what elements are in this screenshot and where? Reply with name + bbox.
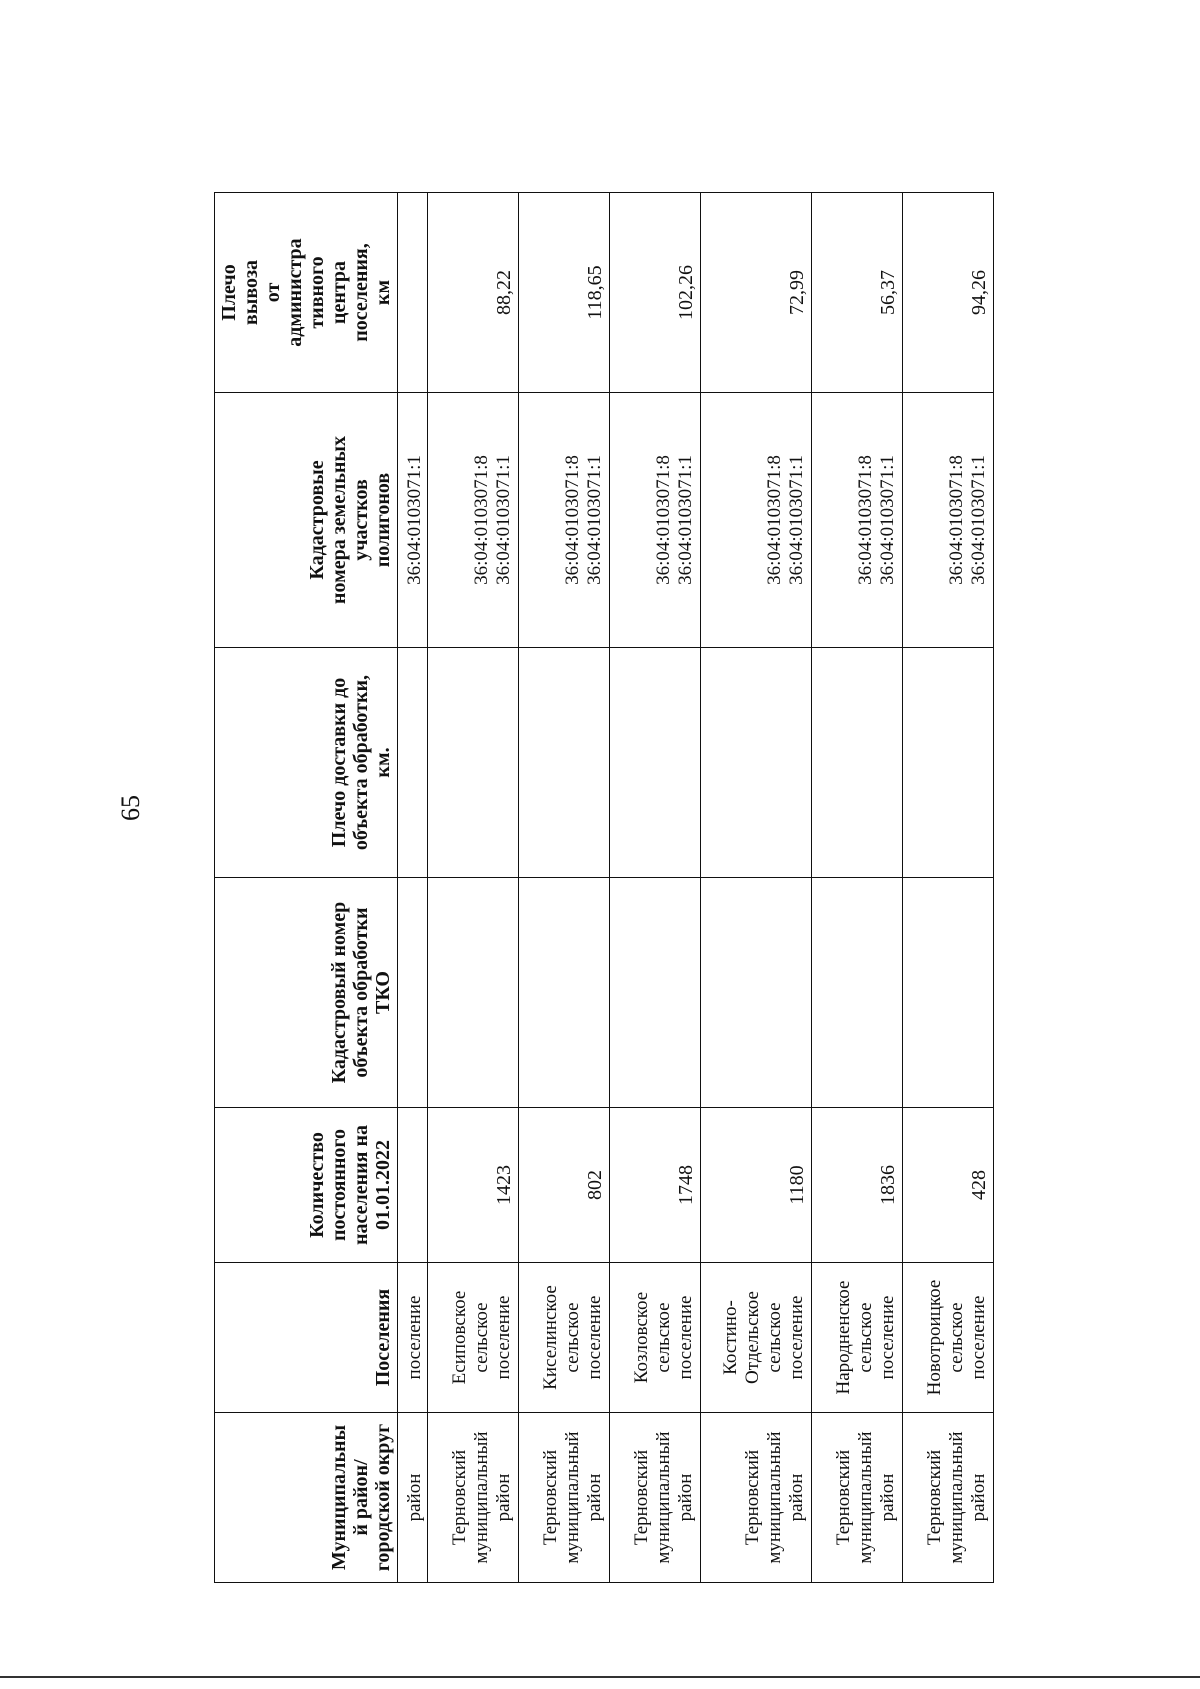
table-cell bbox=[610, 648, 701, 878]
header-settlements: Поселения bbox=[215, 1263, 398, 1413]
table-cell: 1180 bbox=[701, 1108, 812, 1263]
table-cell bbox=[398, 878, 428, 1108]
table-cell: 72,99 bbox=[701, 193, 812, 393]
table-cell: 94,26 bbox=[902, 193, 993, 393]
header-population: Количество постоянного населения на 01.01.2022 bbox=[215, 1108, 398, 1263]
table-row bbox=[428, 193, 519, 1583]
table-row bbox=[519, 193, 610, 1583]
table-cell: 36:04:0103071:8 36:04:0103071:1 bbox=[428, 393, 519, 648]
header-landfill-cadastral: Кадастровые номера земельных участков полигонов bbox=[215, 393, 398, 648]
table-cell bbox=[519, 648, 610, 878]
scan-edge-line bbox=[0, 1676, 1200, 1678]
table-cell bbox=[701, 648, 812, 878]
table-cell bbox=[610, 878, 701, 1108]
table-cell: Терновский муниципальный район bbox=[902, 1413, 993, 1583]
table-cell: Есиповское сельское поселение bbox=[428, 1263, 519, 1413]
table-cell: Терновский муниципальный район bbox=[701, 1413, 812, 1583]
table-row bbox=[610, 193, 701, 1583]
table-cell bbox=[902, 648, 993, 878]
table-cell: Народненское сельское поселение bbox=[812, 1263, 903, 1413]
table-cell: 36:04:0103071:1 bbox=[398, 393, 428, 648]
table-row bbox=[812, 193, 903, 1583]
table-cell bbox=[428, 878, 519, 1108]
table-cell: Киселинское сельское поселение bbox=[519, 1263, 610, 1413]
table-cell: 36:04:0103071:8 36:04:0103071:1 bbox=[701, 393, 812, 648]
table-row-continuation bbox=[398, 193, 428, 1583]
table-cell: 36:04:0103071:8 36:04:0103071:1 bbox=[610, 393, 701, 648]
table-cell bbox=[428, 648, 519, 878]
table-cell: 102,26 bbox=[610, 193, 701, 393]
table-cell: Козловское сельское поселение bbox=[610, 1263, 701, 1413]
table-cell bbox=[519, 878, 610, 1108]
table-cell: 428 bbox=[902, 1108, 993, 1263]
header-municipality: Муниципальны й район/ городской округ bbox=[215, 1413, 398, 1583]
header-delivery-distance: Плечо доставки до объекта обработки, км. bbox=[215, 648, 398, 878]
header-processing-cadastral: Кадастровый номер объекта обработки ТКО bbox=[215, 878, 398, 1108]
table-row bbox=[902, 193, 993, 1583]
table-cell: Терновский муниципальный район bbox=[519, 1413, 610, 1583]
table-cell: 36:04:0103071:8 36:04:0103071:1 bbox=[519, 393, 610, 648]
table-cell: Терновский муниципальный район bbox=[428, 1413, 519, 1583]
table-cell bbox=[812, 878, 903, 1108]
table-cell bbox=[398, 648, 428, 878]
table-cell: 1836 bbox=[812, 1108, 903, 1263]
table-cell bbox=[398, 193, 428, 393]
table-cell: Новотроицкое сельское поселение bbox=[902, 1263, 993, 1413]
table-cell: 802 bbox=[519, 1108, 610, 1263]
landfill-table bbox=[214, 192, 994, 1583]
table-cell: 88,22 bbox=[428, 193, 519, 393]
table-row bbox=[701, 193, 812, 1583]
table-cell bbox=[812, 648, 903, 878]
table-cell bbox=[902, 878, 993, 1108]
table-cell: 56,37 bbox=[812, 193, 903, 393]
table-cell bbox=[701, 878, 812, 1108]
table-cell: 36:04:0103071:8 36:04:0103071:1 bbox=[812, 393, 903, 648]
table-header-row bbox=[215, 193, 398, 1583]
table-cell: 1423 bbox=[428, 1108, 519, 1263]
table-cell: 1748 bbox=[610, 1108, 701, 1263]
table-cell bbox=[398, 1108, 428, 1263]
rotated-table-container bbox=[214, 193, 994, 1583]
table-cell: Терновский муниципальный район bbox=[610, 1413, 701, 1583]
table-cell: район bbox=[398, 1413, 428, 1583]
header-export-distance: Плечо вывоза от администра тивного центра поселения, км bbox=[215, 193, 398, 393]
table-cell: Терновский муниципальный район bbox=[812, 1413, 903, 1583]
table-cell: поселение bbox=[398, 1263, 428, 1413]
table-cell: Костино- Отдельское сельское поселение bbox=[701, 1263, 812, 1413]
table-cell: 36:04:0103071:8 36:04:0103071:1 bbox=[902, 393, 993, 648]
page-number: 65 bbox=[116, 795, 145, 821]
table-cell: 118,65 bbox=[519, 193, 610, 393]
